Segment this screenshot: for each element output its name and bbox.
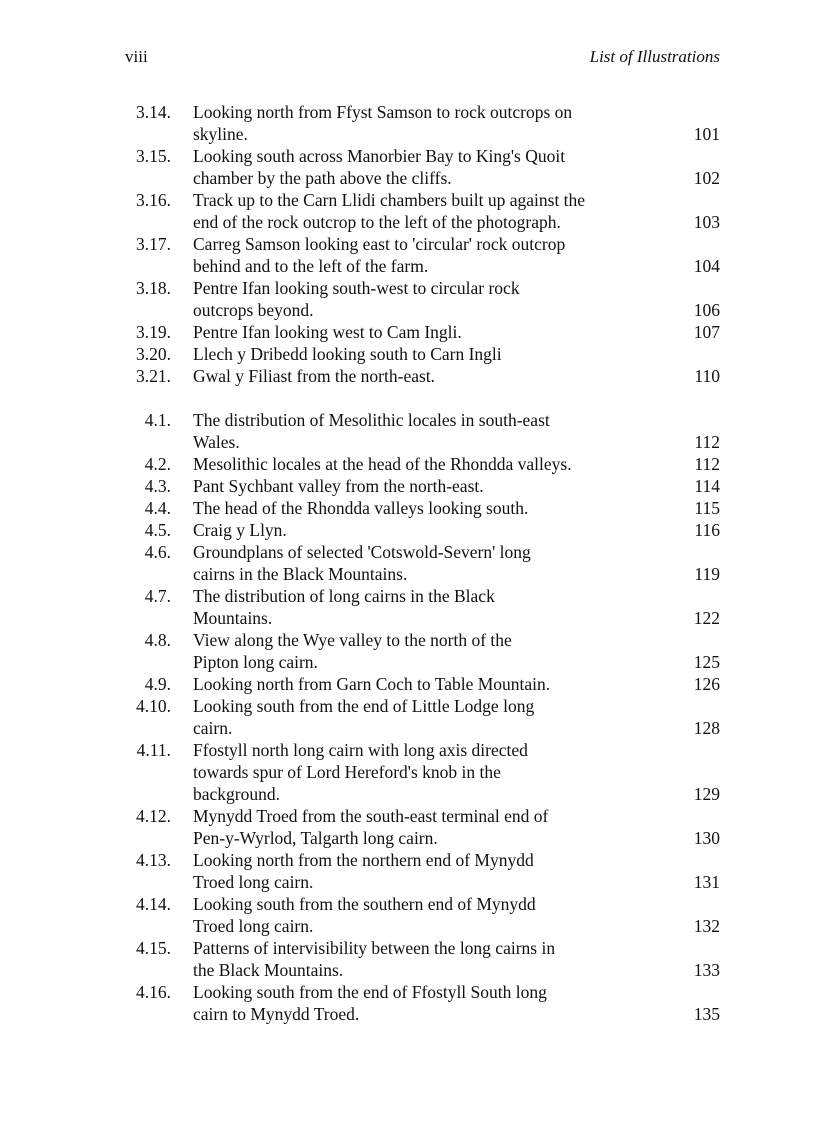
entry-line (0, 1003, 816, 1025)
figure-number: 4.12. (136, 806, 171, 826)
caption-text: cairns in the Black Mountains. (193, 564, 408, 584)
figure-number: 4.9. (144, 674, 171, 694)
illustration-entry (0, 541, 816, 585)
caption-text: The head of the Rhondda valleys looking south. (193, 498, 529, 518)
figure-number: 4.4. (144, 498, 171, 518)
page-reference: 103 (693, 212, 720, 232)
caption-text: Track up to the Carn Llidi chambers built up against the (193, 190, 586, 210)
illustration-entry (0, 321, 816, 343)
illustration-entry (0, 189, 816, 233)
illustration-entry (0, 981, 816, 1025)
caption-text: Gwal y Filiast from the north-east. (193, 366, 436, 386)
page-reference: 133 (693, 960, 720, 980)
caption-text: Craig y Llyn. (193, 520, 287, 540)
caption-text: the Black Mountains. (193, 960, 344, 980)
caption-text: Ffostyll north long cairn with long axis directed (193, 740, 528, 760)
entry-line (0, 277, 816, 299)
caption-text: Troed long cairn. (193, 916, 314, 936)
caption-text: The distribution of long cairns in the Black (193, 586, 495, 606)
entry-line (0, 783, 816, 805)
entry-line (0, 167, 816, 189)
page-reference: 107 (693, 322, 720, 342)
caption-text: Looking south from the southern end of Mynydd (193, 894, 536, 914)
entry-line (0, 959, 816, 981)
entry-line (0, 805, 816, 827)
illustration-entry (0, 629, 816, 673)
caption-text: Looking south across Manorbier Bay to King's Quoit (193, 146, 566, 166)
illustrations-list (0, 101, 816, 1025)
figure-number: 4.3. (144, 476, 171, 496)
entry-line (0, 189, 816, 211)
caption-text: cairn to Mynydd Troed. (193, 1004, 360, 1024)
caption-text: Pant Sychbant valley from the north-east. (193, 476, 484, 496)
entry-line (0, 673, 816, 695)
entry-line (0, 717, 816, 739)
entry-line (0, 585, 816, 607)
page-reference: 112 (694, 432, 720, 452)
caption-text: Pentre Ifan looking south-west to circular rock (193, 278, 520, 298)
page-reference: 114 (694, 476, 720, 496)
page-reference: 112 (694, 454, 720, 474)
caption-text: Mynydd Troed from the south-east terminal end of (193, 806, 549, 826)
page-reference: 101 (693, 124, 720, 144)
caption-text: outcrops beyond. (193, 300, 314, 320)
entry-line (0, 255, 816, 277)
page-reference: 106 (693, 300, 720, 320)
page-reference: 132 (693, 916, 720, 936)
figure-number: 4.5. (144, 520, 171, 540)
entry-line (0, 519, 816, 541)
caption-text: Troed long cairn. (193, 872, 314, 892)
page-reference: 116 (694, 520, 720, 540)
running-title: List of Illustrations (589, 47, 720, 66)
illustration-entry (0, 893, 816, 937)
entry-line (0, 101, 816, 123)
figure-number: 4.15. (136, 938, 171, 958)
entry-line (0, 233, 816, 255)
illustration-entry (0, 233, 816, 277)
page-reference: 119 (694, 564, 720, 584)
caption-text: Patterns of intervisibility between the long cairns in (193, 938, 556, 958)
section-gap (0, 387, 816, 409)
entry-line (0, 409, 816, 431)
figure-number: 4.8. (144, 630, 171, 650)
illustration-entry (0, 277, 816, 321)
entry-line (0, 321, 816, 343)
figure-number: 3.14. (136, 102, 171, 122)
figure-number: 4.16. (136, 982, 171, 1002)
figure-number: 4.6. (144, 542, 171, 562)
entry-line (0, 739, 816, 761)
illustration-entry (0, 409, 816, 453)
figure-number: 4.11. (136, 740, 171, 760)
entry-line (0, 563, 816, 585)
entry-line (0, 541, 816, 563)
page-reference: 130 (693, 828, 720, 848)
entry-line (0, 475, 816, 497)
figure-number: 4.1. (144, 410, 171, 430)
illustration-entry (0, 739, 816, 805)
figure-number: 4.7. (144, 586, 171, 606)
page-reference: 131 (693, 872, 720, 892)
page-number-roman: viii (125, 47, 148, 66)
entry-line (0, 629, 816, 651)
figure-number: 4.10. (136, 696, 171, 716)
illustration-entry (0, 937, 816, 981)
figure-number: 3.21. (136, 366, 171, 386)
illustration-entry (0, 585, 816, 629)
illustration-entry (0, 101, 816, 145)
illustration-entry (0, 673, 816, 695)
page-reference: 135 (693, 1004, 720, 1024)
figure-number: 3.20. (136, 344, 171, 364)
illustration-entry (0, 365, 816, 387)
entry-line (0, 893, 816, 915)
entry-line (0, 299, 816, 321)
page-reference: 115 (694, 498, 720, 518)
caption-text: Llech y Dribedd looking south to Carn Ingli (193, 344, 502, 364)
entry-line (0, 849, 816, 871)
illustration-entry (0, 695, 816, 739)
figure-number: 3.16. (136, 190, 171, 210)
illustration-entry (0, 805, 816, 849)
entry-line (0, 453, 816, 475)
page-reference: 122 (693, 608, 720, 628)
caption-text: Looking north from the northern end of Mynydd (193, 850, 534, 870)
figure-number: 4.13. (136, 850, 171, 870)
entry-line (0, 497, 816, 519)
illustration-entry (0, 849, 816, 893)
entry-line (0, 981, 816, 1003)
caption-text: chamber by the path above the cliffs. (193, 168, 452, 188)
illustration-entry (0, 343, 816, 365)
entry-line (0, 607, 816, 629)
caption-text: Mesolithic locales at the head of the Rhondda valleys. (193, 454, 572, 474)
caption-text: The distribution of Mesolithic locales in south-east (193, 410, 550, 430)
illustration-entry (0, 453, 816, 475)
entry-line (0, 123, 816, 145)
caption-text: Mountains. (193, 608, 273, 628)
entry-line (0, 937, 816, 959)
figure-number: 3.18. (136, 278, 171, 298)
entry-line (0, 651, 816, 673)
caption-text: behind and to the left of the farm. (193, 256, 429, 276)
caption-text: skyline. (193, 124, 248, 144)
page-reference: 129 (693, 784, 720, 804)
caption-text: Looking south from the end of Little Lodge long (193, 696, 535, 716)
illustration-entry (0, 475, 816, 497)
caption-text: Wales. (193, 432, 240, 452)
caption-text: Looking north from Ffyst Samson to rock outcrops on (193, 102, 573, 122)
entry-line (0, 343, 816, 365)
entry-line (0, 431, 816, 453)
entry-line (0, 871, 816, 893)
page-reference: 104 (693, 256, 720, 276)
caption-text: end of the rock outcrop to the left of the photograph. (193, 212, 561, 232)
figure-number: 3.19. (136, 322, 171, 342)
caption-text: Carreg Samson looking east to 'circular' rock outcrop (193, 234, 566, 254)
entry-line (0, 915, 816, 937)
entry-line (0, 365, 816, 387)
caption-text: Groundplans of selected 'Cotswold-Severn' long (193, 542, 531, 562)
caption-text: background. (193, 784, 280, 804)
caption-text: cairn. (193, 718, 233, 738)
entry-line (0, 761, 816, 783)
illustration-entry (0, 519, 816, 541)
caption-text: Pentre Ifan looking west to Cam Ingli. (193, 322, 462, 342)
figure-number: 3.15. (136, 146, 171, 166)
figure-number: 4.14. (136, 894, 171, 914)
figure-number: 4.2. (144, 454, 171, 474)
caption-text: View along the Wye valley to the north of the (193, 630, 512, 650)
caption-text: Looking north from Garn Coch to Table Mountain. (193, 674, 551, 694)
page-reference: 110 (694, 366, 720, 386)
caption-text: Pipton long cairn. (193, 652, 318, 672)
page-reference: 128 (693, 718, 720, 738)
page-reference: 125 (693, 652, 720, 672)
entry-line (0, 695, 816, 717)
illustration-entry (0, 497, 816, 519)
illustration-entry (0, 145, 816, 189)
page-reference: 126 (693, 674, 720, 694)
entry-line (0, 145, 816, 167)
caption-text: Pen-y-Wyrlod, Talgarth long cairn. (193, 828, 438, 848)
caption-text: towards spur of Lord Hereford's knob in the (193, 762, 501, 782)
caption-text: Looking south from the end of Ffostyll South long (193, 982, 547, 1002)
figure-number: 3.17. (136, 234, 171, 254)
page-reference: 102 (693, 168, 720, 188)
entry-line (0, 827, 816, 849)
entry-line (0, 211, 816, 233)
